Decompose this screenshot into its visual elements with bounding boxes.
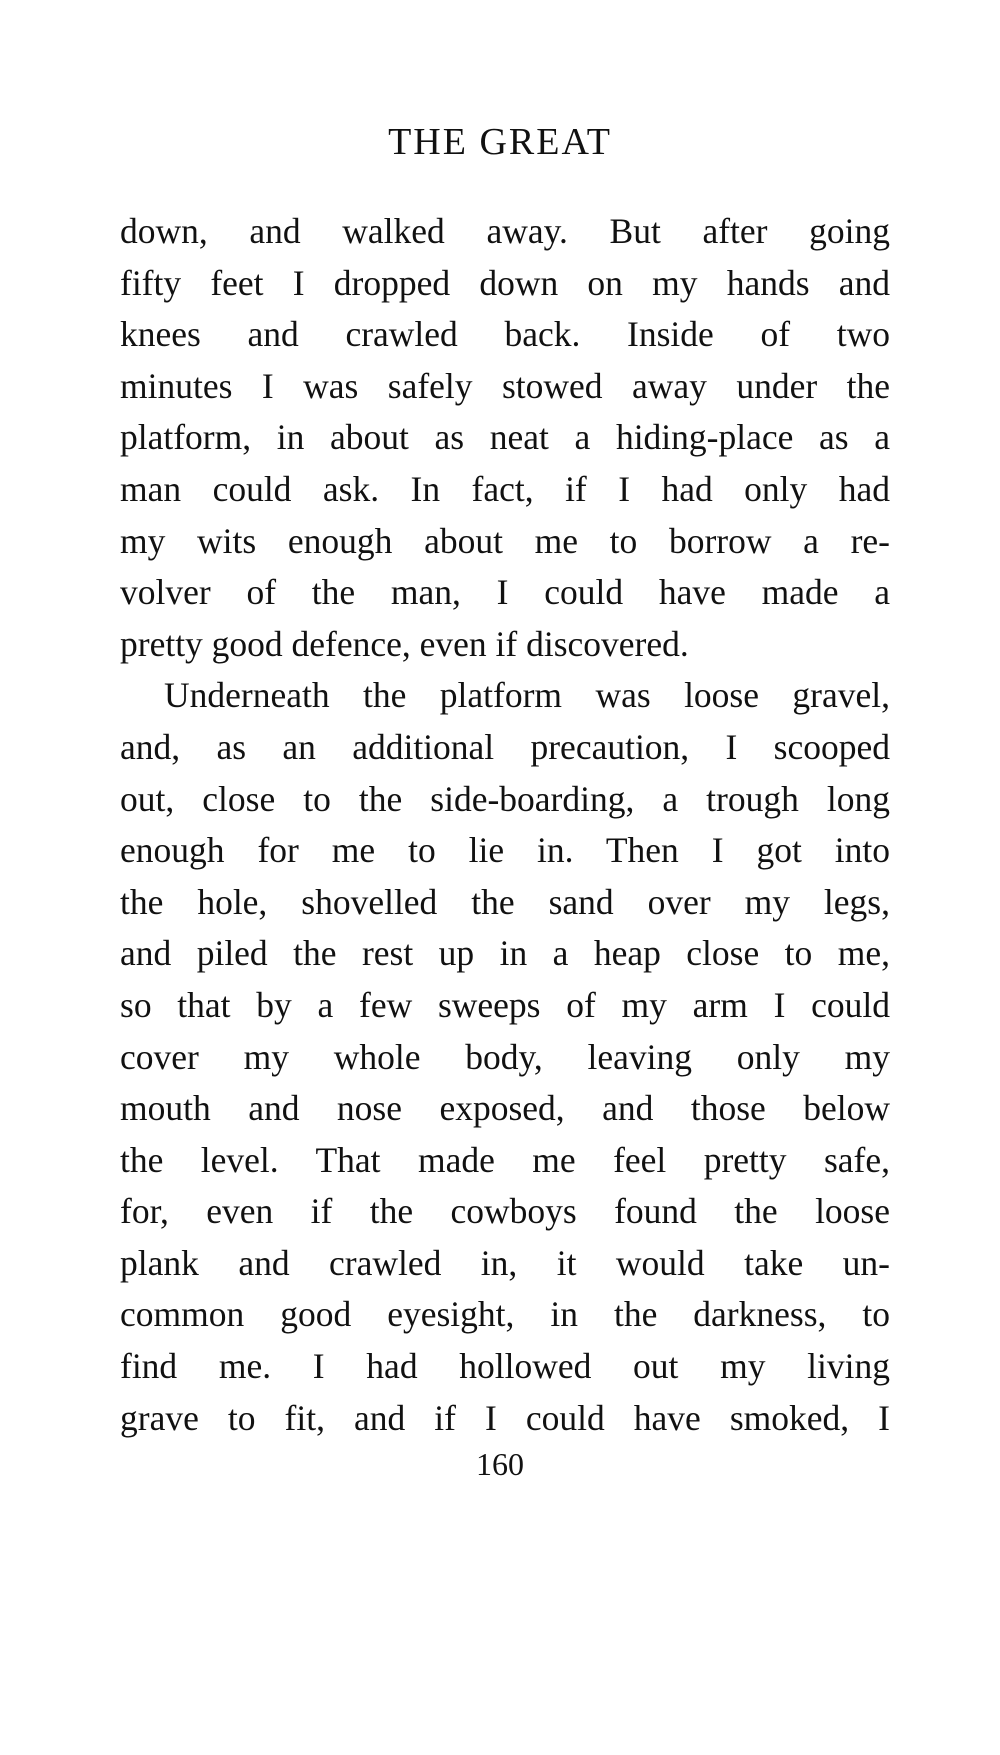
text-line: fifty feet I dropped down on my hands and (120, 262, 890, 303)
text-line: Underneath the platform was loose gravel, (164, 675, 890, 716)
page-number: 160 (476, 1446, 524, 1482)
text-line: grave to fit, and if I could have smoked, I (120, 1397, 890, 1438)
text-line: find me. I had hollowed out my living (120, 1346, 890, 1387)
text-line: mouth and nose exposed, and those below (120, 1088, 890, 1129)
text-line: knees and crawled back. Inside of two (120, 314, 890, 355)
text-line: cover my whole body, leaving only my (120, 1036, 890, 1077)
text-line: out, close to the side-boarding, a trough long (120, 778, 890, 819)
text-line: enough for me to lie in. Then I got into (120, 830, 890, 871)
text-line: common good eyesight, in the darkness, to (120, 1294, 890, 1335)
body-text (120, 206, 890, 1444)
text-line: plank and crawled in, it would take un- (120, 1242, 890, 1283)
text-line: so that by a few sweeps of my arm I could (120, 984, 890, 1025)
text-line: volver of the man, I could have made a (120, 572, 890, 613)
running-title: THE GREAT (388, 121, 612, 163)
text-line: minutes I was safely stowed away under the (120, 365, 890, 406)
text-line: and, as an additional precaution, I scooped (120, 726, 890, 767)
text-line: for, even if the cowboys found the loose (120, 1191, 890, 1232)
text-line: my wits enough about me to borrow a re- (120, 520, 890, 561)
text-line: and piled the rest up in a heap close to me, (120, 933, 890, 974)
text-line: pretty good defence, even if discovered. (120, 623, 689, 664)
text-line: the hole, shovelled the sand over my legs, (120, 881, 890, 922)
text-line: platform, in about as neat a hiding-place as a (120, 417, 890, 458)
text-line: man could ask. In fact, if I had only had (120, 468, 890, 509)
text-line: the level. That made me feel pretty safe, (120, 1139, 890, 1180)
text-line: down, and walked away. But after going (120, 211, 890, 251)
